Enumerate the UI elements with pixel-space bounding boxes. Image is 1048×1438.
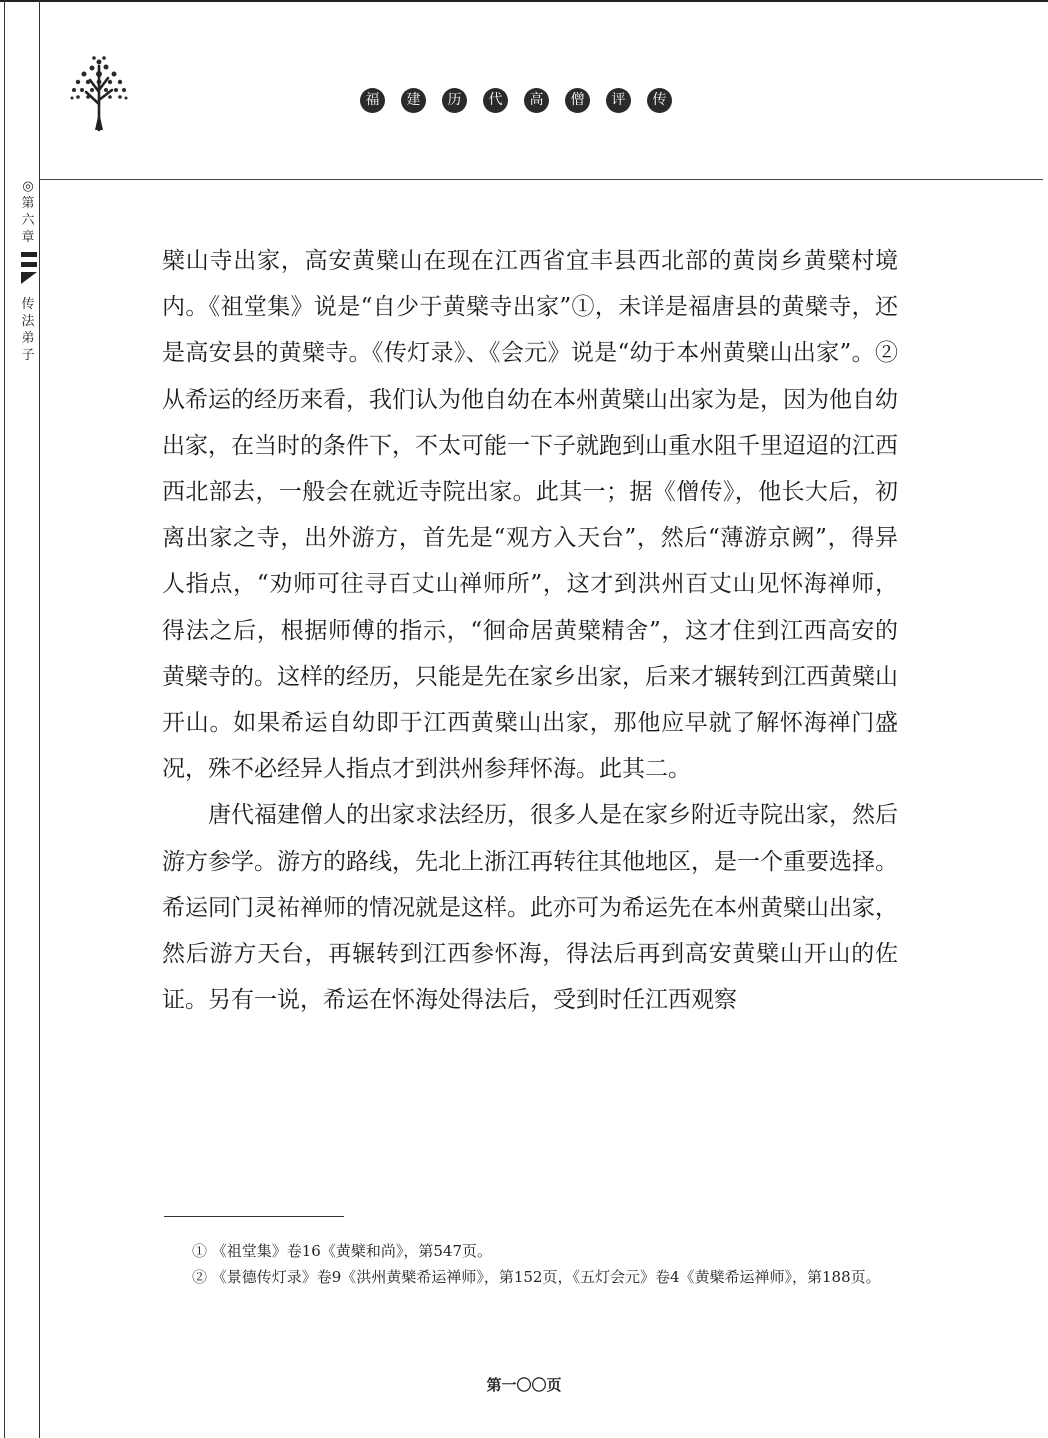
running-title-char: 僧	[565, 88, 590, 113]
running-title-char: 传	[647, 88, 672, 113]
section-char: 子	[21, 348, 35, 363]
top-border	[0, 0, 1048, 2]
body-paragraph: 檗山寺出家，高安黄檗山在现在江西省宜丰县西北部的黄岗乡黄檗村境内。《祖堂集》说是“自少于黄檗寺出家”①，未详是福唐县的黄檗寺，还是高安县的黄檗寺。《传灯录》、《会元》说是“幼于本州黄檗山出家”。② 从希运的经历来看，我们认为他自幼在本州黄檗山出家为是，因为他自幼出家，在当时的条件下，不太可能一下子就跑到山重水阻千里迢迢的江西西北部去，一般会在就近寺院出家。此其一；据《僧传》，他长大后，初离出家之寺，出外游方，首先是“观方入天台”，然后“薄游京阙”，得异人指点，“劝师可往寻百丈山禅师所”，这才到洪州百丈山见怀海禅师，得法之后，根据师傅的指示，“徊命居黄檗精舍”，这才住到江西高安的黄檗寺的。这样的经历，只能是先在家乡出家，后来才辗转到江西黄檗山开山。如果希运自幼即于江西黄檗山出家，那他应早就了解怀海禅门盛况，殊不必经异人指点才到洪州参拜怀海。此其二。	[162, 248, 898, 783]
running-title	[360, 88, 672, 114]
running-title-char: 福	[360, 88, 385, 113]
running-title-char: 代	[483, 88, 508, 113]
chapter-char: 六	[21, 213, 35, 228]
section-label	[21, 296, 34, 364]
chapter-char: 第	[21, 196, 35, 211]
tab-marker-icon	[17, 252, 39, 288]
footnote-rule	[164, 1216, 344, 1217]
running-title-char: 建	[401, 88, 426, 113]
body-text	[162, 238, 898, 1023]
tree-logo-icon	[64, 52, 134, 132]
chapter-label	[21, 178, 34, 246]
body-paragraph: 唐代福建僧人的出家求法经历，很多人是在家乡附近寺院出家，然后游方参学。游方的路线，先北上浙江再转往其他地区，是一个重要选择。希运同门灵祐禅师的情况就是这样。此亦可为希运先在本州黄檗山出家，然后游方天台，再辗转到江西参怀海，得法后再到高安黄檗山开山的佐证。另有一说，希运在怀海处得法后，受到时任江西观察	[162, 802, 898, 1014]
footnote: ① 《祖堂集》卷16《黄檗和尚》，第547页。	[192, 1242, 492, 1260]
header-rule	[40, 179, 1043, 180]
left-margin-rule	[4, 0, 5, 1438]
page-number: 第一〇〇页	[486, 1376, 562, 1394]
footnotes	[162, 1238, 900, 1290]
footnote: ② 《景德传灯录》卷9《洪州黄檗希运禅师》，第152页，《五灯会元》卷4《黄檗希运禅师》，第188页。	[192, 1268, 881, 1286]
running-title-char: 高	[524, 88, 549, 113]
section-char: 法	[21, 314, 35, 329]
running-title-char: 评	[606, 88, 631, 113]
chapter-char: ◎	[22, 179, 34, 194]
chapter-side-tab	[17, 178, 39, 364]
section-char: 弟	[21, 331, 35, 346]
left-margin-rule-inner	[39, 0, 40, 1438]
section-char: 传	[21, 297, 35, 312]
chapter-char: 章	[21, 230, 35, 245]
running-title-char: 历	[442, 88, 467, 113]
